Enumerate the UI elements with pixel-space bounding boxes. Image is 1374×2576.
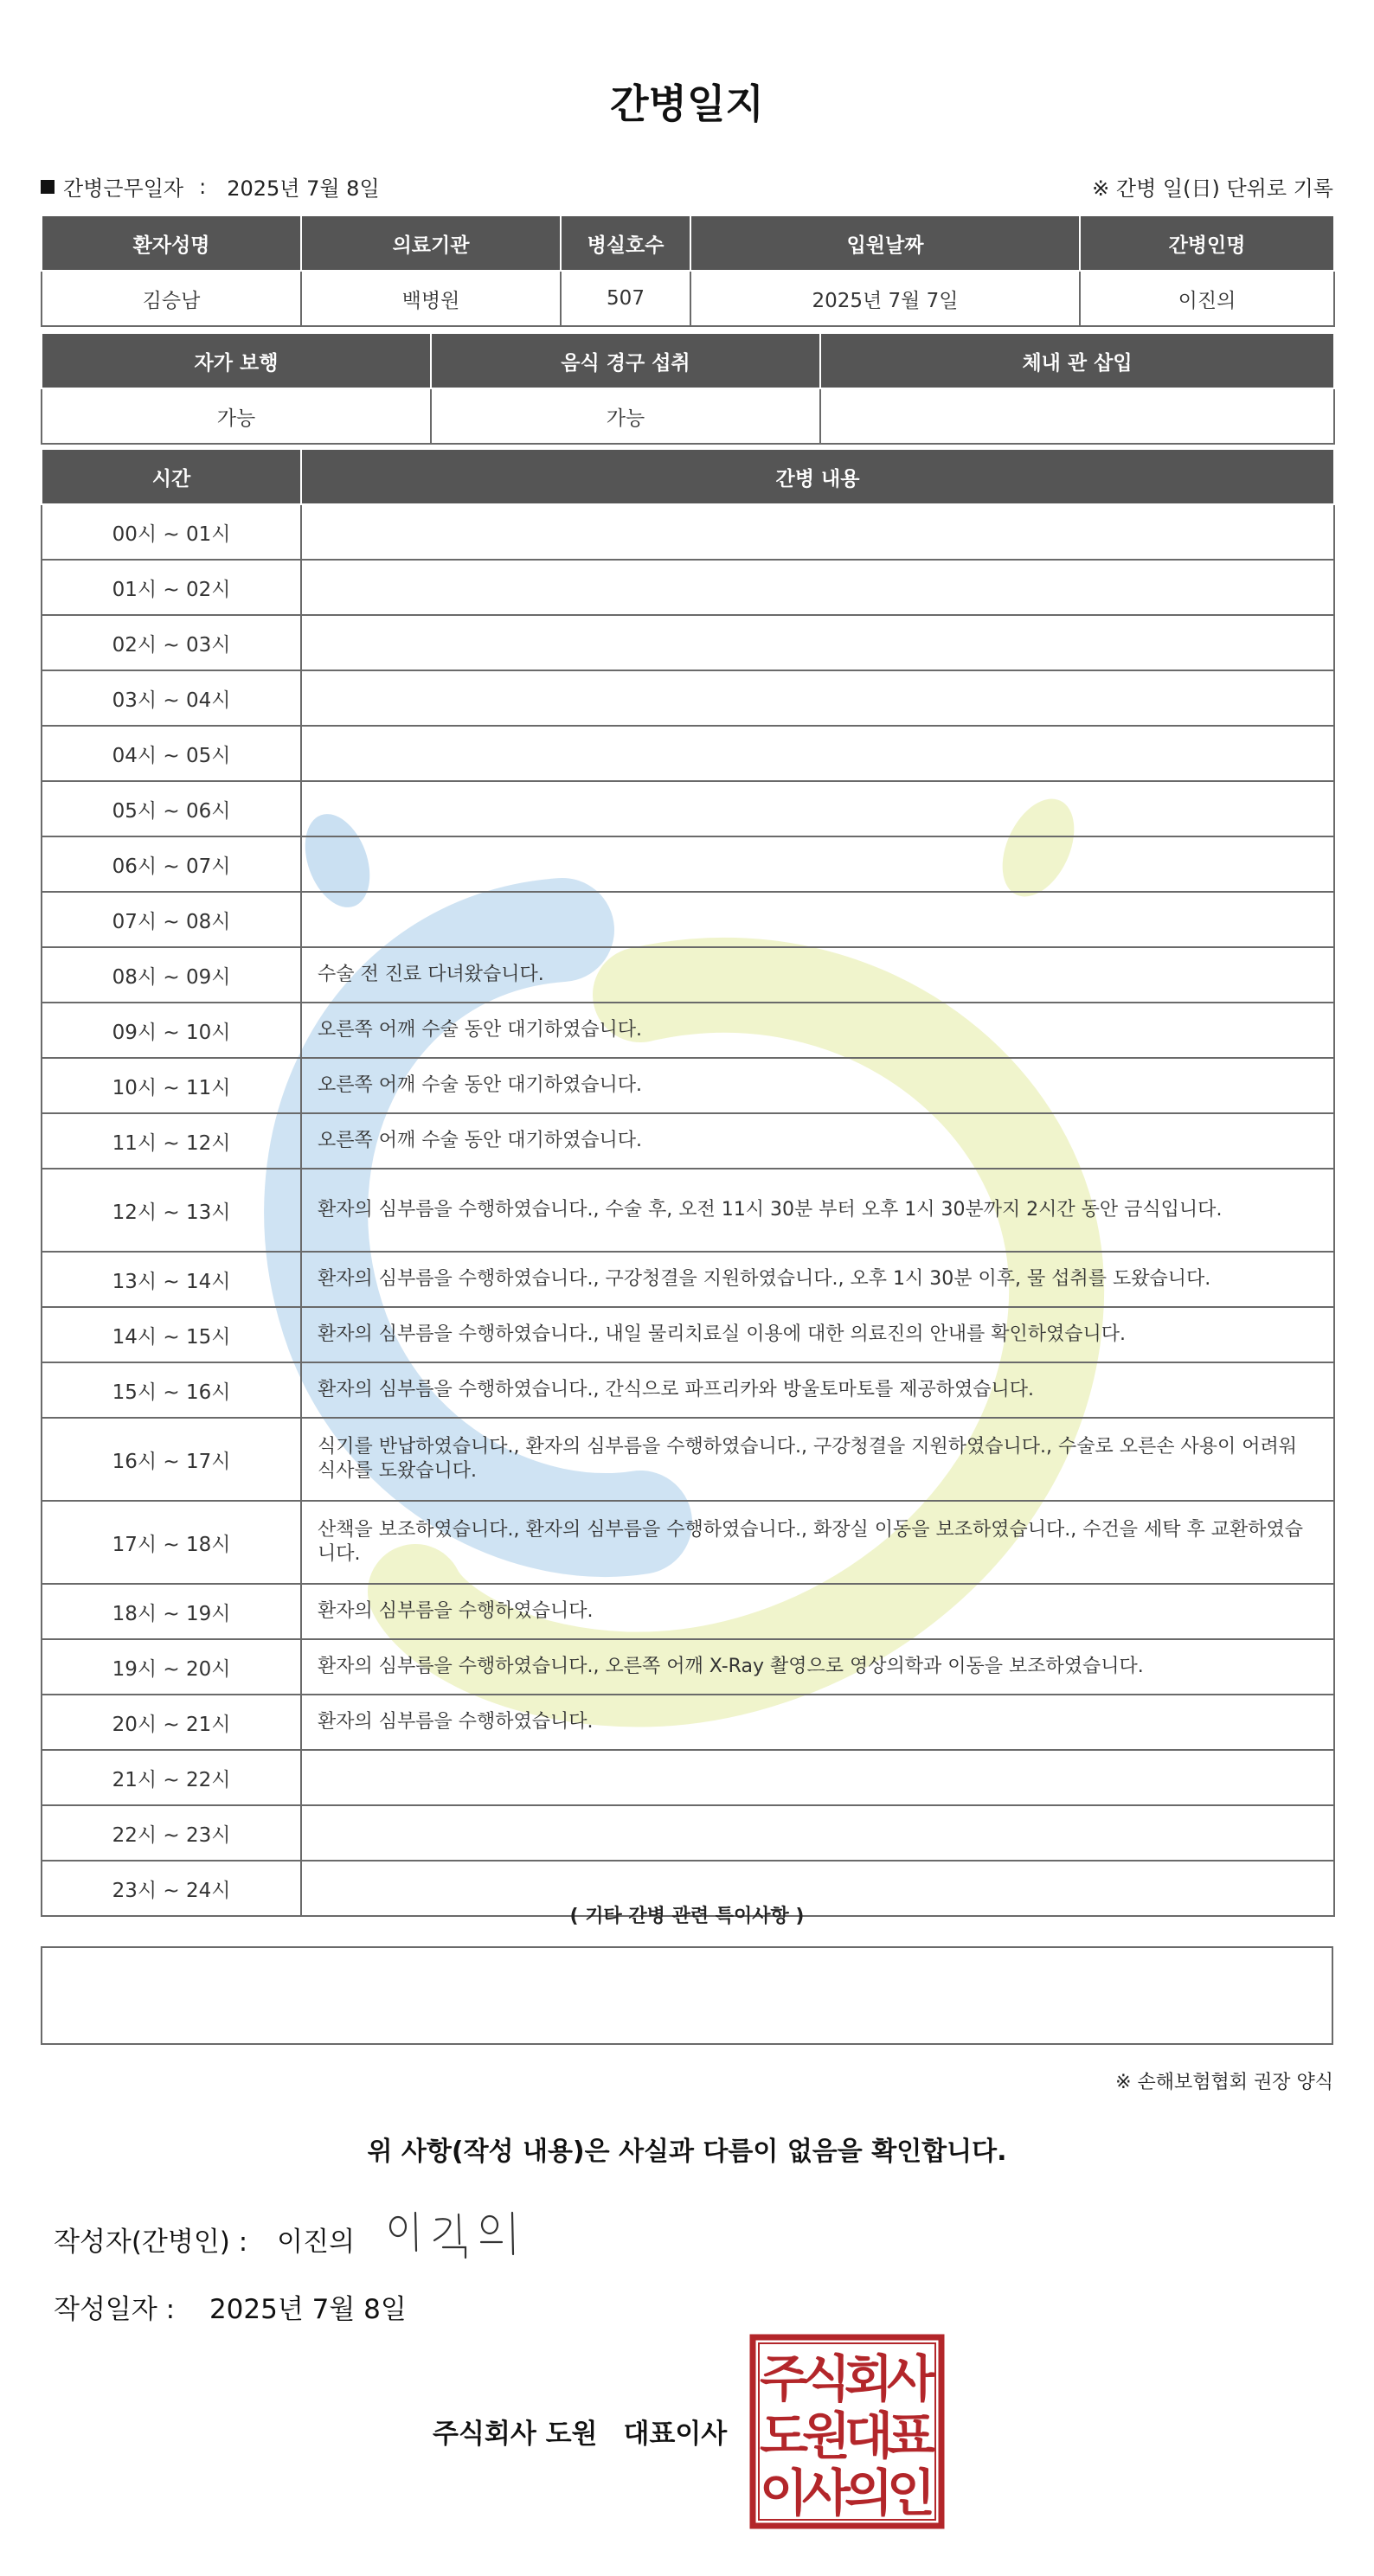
header-room-number: 병실호수: [561, 215, 690, 271]
time-cell: 23시 ~ 24시: [42, 1861, 301, 1916]
table-row: [42, 781, 1334, 836]
table-row: [42, 1362, 1334, 1418]
writer-label: 작성자(간병인) :: [54, 2227, 248, 2258]
company-representative: 대표이사: [623, 2419, 728, 2450]
square-bullet-icon: [41, 180, 55, 194]
header-oral-intake: 음식 경구 섭취: [431, 333, 820, 388]
table-row: [42, 1750, 1334, 1805]
svg-text:원: 원: [801, 2406, 851, 2465]
svg-text:대: 대: [844, 2406, 894, 2465]
svg-text:주: 주: [759, 2349, 809, 2408]
care-content-cell: 오른쪽 어깨 수술 동안 대기하였습니다.: [301, 1113, 1334, 1169]
care-content-cell: [301, 781, 1334, 836]
time-cell: 11시 ~ 12시: [42, 1113, 301, 1169]
company-signature: [433, 2412, 727, 2451]
time-cell: 13시 ~ 14시: [42, 1252, 301, 1307]
header-patient-name: 환자성명: [42, 215, 301, 271]
svg-text:인: 인: [886, 2464, 936, 2522]
table-row: [42, 1584, 1334, 1639]
tube-insertion: [820, 388, 1334, 444]
meta-row: [41, 171, 1333, 202]
time-cell: 06시 ~ 07시: [42, 836, 301, 892]
work-date-value: 2025년 7월 8일: [227, 176, 380, 201]
svg-text:표: 표: [886, 2406, 936, 2465]
table-row: [42, 615, 1334, 670]
care-content-cell: 환자의 심부름을 수행하였습니다.: [301, 1695, 1334, 1750]
time-cell: 21시 ~ 22시: [42, 1750, 301, 1805]
care-content-cell: 오른쪽 어깨 수술 동안 대기하였습니다.: [301, 1058, 1334, 1113]
table-row: [42, 504, 1334, 560]
oral-intake: 가능: [431, 388, 820, 444]
table-row: [42, 1252, 1334, 1307]
time-cell: 07시 ~ 08시: [42, 892, 301, 947]
time-cell: 18시 ~ 19시: [42, 1584, 301, 1639]
header-caregiver-name: 간병인명: [1080, 215, 1334, 271]
patient-info-table: [41, 215, 1335, 327]
table-row: [42, 1501, 1334, 1584]
care-content-cell: [301, 836, 1334, 892]
hourly-log-table: [41, 448, 1335, 1917]
admission-date: 2025년 7월 7일: [690, 271, 1080, 326]
self-walking: 가능: [42, 388, 431, 444]
patient-name: 김승남: [42, 271, 301, 326]
handwritten-signature: [386, 2208, 524, 2263]
confirmation-statement: 위 사항(작성 내용)은 사실과 다름이 없음을 확인합니다.: [367, 2137, 1007, 2167]
written-date-value: 2025년 7월 8일: [209, 2294, 407, 2325]
care-content-cell: [301, 892, 1334, 947]
company-name: 주식회사 도원: [433, 2419, 598, 2450]
care-content-cell: 환자의 심부름을 수행하였습니다., 구강청결을 지원하였습니다., 오후 1시 30분 이후, 물 섭취를 도왔습니다.: [301, 1252, 1334, 1307]
care-content-cell: [301, 504, 1334, 560]
work-date-label: 간병근무일자: [63, 176, 184, 201]
work-date: [41, 171, 380, 202]
care-content-cell: 환자의 심부름을 수행하였습니다.: [301, 1584, 1334, 1639]
table-row: [42, 836, 1334, 892]
care-content-cell: [301, 726, 1334, 781]
care-content-cell: 오른쪽 어깨 수술 동안 대기하였습니다.: [301, 1003, 1334, 1058]
hourly-log-header-row: [42, 449, 1334, 504]
svg-text:사: 사: [886, 2349, 936, 2408]
table-row: [42, 1418, 1334, 1501]
time-cell: 17시 ~ 18시: [42, 1501, 301, 1584]
care-status-value-row: [42, 388, 1334, 444]
header-care-content: 간병 내용: [301, 449, 1334, 504]
time-cell: 15시 ~ 16시: [42, 1362, 301, 1418]
time-cell: 05시 ~ 06시: [42, 781, 301, 836]
time-cell: 20시 ~ 21시: [42, 1695, 301, 1750]
hourly-log-body: [42, 504, 1334, 1916]
care-content-cell: [301, 670, 1334, 726]
time-cell: 03시 ~ 04시: [42, 670, 301, 726]
time-cell: 04시 ~ 05시: [42, 726, 301, 781]
care-content-cell: 수술 전 진료 다녀왔습니다.: [301, 947, 1334, 1003]
care-content-cell: 산책을 보조하였습니다., 환자의 심부름을 수행하였습니다., 화장실 이동을 보조하였습니다., 수건을 세탁 후 교환하였습니다.: [301, 1501, 1334, 1584]
form-source-note: ※ 손해보험협회 권장 양식: [1115, 2072, 1333, 2093]
time-cell: 08시 ~ 09시: [42, 947, 301, 1003]
time-cell: 10시 ~ 11시: [42, 1058, 301, 1113]
care-content-cell: [301, 1805, 1334, 1861]
patient-info-header-row: [42, 215, 1334, 271]
time-cell: 00시 ~ 01시: [42, 504, 301, 560]
header-admission-date: 입원날짜: [690, 215, 1080, 271]
table-row: [42, 670, 1334, 726]
room-number: 507: [561, 271, 690, 326]
header-tube-insertion: 체내 관 삽입: [820, 333, 1334, 388]
record-unit-note: ※ 간병 일(日) 단위로 기록: [1092, 176, 1333, 201]
svg-text:식: 식: [801, 2349, 851, 2408]
table-row: [42, 1003, 1334, 1058]
svg-text:의: 의: [844, 2464, 894, 2522]
caregiver-name: 이진의: [1080, 271, 1334, 326]
care-content-cell: 환자의 심부름을 수행하였습니다., 오른쪽 어깨 X-Ray 촬영으로 영상의학과 이동을 보조하였습니다.: [301, 1639, 1334, 1695]
time-cell: 16시 ~ 17시: [42, 1418, 301, 1501]
written-date-line: [54, 2287, 407, 2326]
table-row: [42, 1113, 1334, 1169]
time-cell: 12시 ~ 13시: [42, 1169, 301, 1252]
svg-text:사: 사: [801, 2464, 851, 2522]
care-status-table: [41, 332, 1335, 445]
svg-text:이: 이: [759, 2464, 809, 2522]
table-row: [42, 1805, 1334, 1861]
table-row: [42, 1307, 1334, 1362]
writer-name: 이진의: [277, 2227, 356, 2258]
writer-line: [54, 2220, 355, 2259]
care-content-cell: [301, 615, 1334, 670]
table-row: [42, 1695, 1334, 1750]
written-date-label: 작성일자 :: [54, 2294, 176, 2325]
time-cell: 22시 ~ 23시: [42, 1805, 301, 1861]
table-row: [42, 1058, 1334, 1113]
header-hospital: 의료기관: [301, 215, 561, 271]
special-notes-title: ( 기타 간병 관련 특이사항 ): [569, 1906, 805, 1927]
care-status-header-row: [42, 333, 1334, 388]
table-row: [42, 892, 1334, 947]
care-content-cell: 식기를 반납하였습니다., 환자의 심부름을 수행하였습니다., 구강청결을 지원하였습니다., 수술로 오른손 사용이 어려워 식사를 도왔습니다.: [301, 1418, 1334, 1501]
care-content-cell: 환자의 심부름을 수행하였습니다., 수술 후, 오전 11시 30분 부터 오후 1시 30분까지 2시간 동안 금식입니다.: [301, 1169, 1334, 1252]
time-cell: 01시 ~ 02시: [42, 560, 301, 615]
table-row: [42, 947, 1334, 1003]
time-cell: 19시 ~ 20시: [42, 1639, 301, 1695]
table-row: [42, 726, 1334, 781]
company-seal-stamp: [749, 2334, 945, 2529]
svg-text:회: 회: [844, 2349, 894, 2408]
care-content-cell: [301, 1750, 1334, 1805]
table-row: [42, 1169, 1334, 1252]
care-content-cell: 환자의 심부름을 수행하였습니다., 간식으로 파프리카와 방울토마토를 제공하였습니다.: [301, 1362, 1334, 1418]
header-self-walking: 자가 보행: [42, 333, 431, 388]
header-time: 시간: [42, 449, 301, 504]
table-row: [42, 560, 1334, 615]
table-row: [42, 1639, 1334, 1695]
time-cell: 02시 ~ 03시: [42, 615, 301, 670]
page-title: 간병일지: [610, 80, 764, 127]
special-notes-box: [41, 1946, 1333, 2045]
work-date-separator: :: [199, 174, 207, 199]
care-content-cell: 환자의 심부름을 수행하였습니다., 내일 물리치료실 이용에 대한 의료진의 안내를 확인하였습니다.: [301, 1307, 1334, 1362]
hospital: 백병원: [301, 271, 561, 326]
time-cell: 09시 ~ 10시: [42, 1003, 301, 1058]
time-cell: 14시 ~ 15시: [42, 1307, 301, 1362]
svg-text:도: 도: [759, 2406, 809, 2465]
patient-info-value-row: [42, 271, 1334, 326]
care-content-cell: [301, 560, 1334, 615]
